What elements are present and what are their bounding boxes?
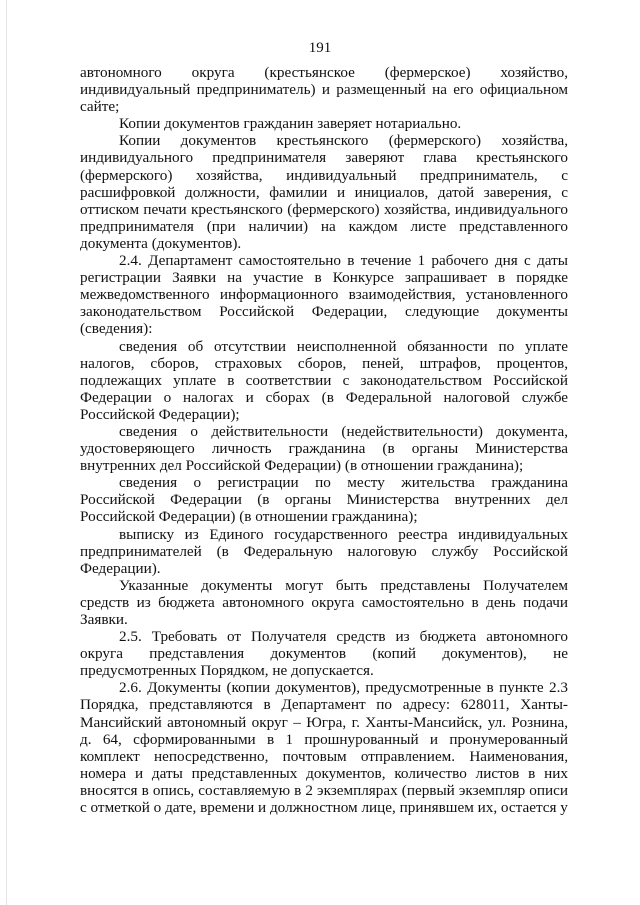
paragraph: Копии документов крестьянского (фермерского) хозяйства, индивидуального предпринимателя заверяют глава крестьянского (фермерского) хозяйства, индивидуальный предприниматель, с расшифровкой должности, фамилии и инициалов, датой заверения, с оттиском печати крестьянского (фермерского) хозяйства, индивидуального предпринимателя (при наличии) на каждом листе представленного документа (документов). xyxy=(80,132,568,252)
paragraph: 2.4. Департамент самостоятельно в течение 1 рабочего дня с даты регистрации Заявки на участие в Конкурсе запрашивает в порядке межведомственного информационного взаимодействия, установленного законодательством Российской Федерации, следующие документы (сведения): xyxy=(80,252,568,338)
page-number: 191 xyxy=(308,40,332,56)
paragraph: Указанные документы могут быть представлены Получателем средств из бюджета автономного округа самостоятельно в день подачи Заявки. xyxy=(80,576,568,628)
paragraph: 2.6. Документы (копии документов), предусмотренные в пункте 2.3 Порядка, представляются в Департамент по адресу: 628011, Ханты-Мансийский автономный округ – Югра, г. Ханты-Мансийск, ул. Рознина, д. 64, сформированными в 1 прошнурованный и пронумерованный комплект непосредственно, почтовым отправлением. Наименования, номера и даты представленных документов, количество листов в них вносятся в опись, составляемую в 2 экземплярах (первый экземпляр описи с отметкой о дате, времени и должностном лице, принявшем их, остается у xyxy=(80,679,568,817)
paragraph: сведения о действительности (недействительности) документа, удостоверяющего личность гражданина (в органы Министерства внутренних дел Российской Федерации) (в отношении гражданина); xyxy=(80,422,568,475)
paragraph: автономного округа (крестьянское (фермерское) хозяйство, индивидуальный предприниматель) и размещенный на его официальном сайте; xyxy=(80,64,568,116)
paragraph: сведения о регистрации по месту жительства гражданина Российской Федерации (в органы Министерства внутренних дел Российской Федерации) (в отношении гражданина); xyxy=(80,474,568,526)
paragraph: выписку из Единого государственного реестра индивидуальных предпринимателей (в Федеральную налоговую службу Российской Федерации). xyxy=(80,525,568,577)
paragraph: 2.5. Требовать от Получателя средств из бюджета автономного округа представления документов (копий документов), не предусмотренных Порядком, не допускается. xyxy=(80,628,568,680)
document-body xyxy=(80,64,568,816)
page-edge-line xyxy=(6,0,7,905)
paragraph: Копии документов гражданин заверяет нотариально. xyxy=(119,115,462,133)
paragraph: сведения об отсутствии неисполненной обязанности по уплате налогов, сборов, страховых сборов, пеней, штрафов, процентов, подлежащих уплате в соответствии с законодательством Российской Федерации о налогах и сборах (в Федеральной налоговой службе Российской Федерации); xyxy=(80,337,568,423)
